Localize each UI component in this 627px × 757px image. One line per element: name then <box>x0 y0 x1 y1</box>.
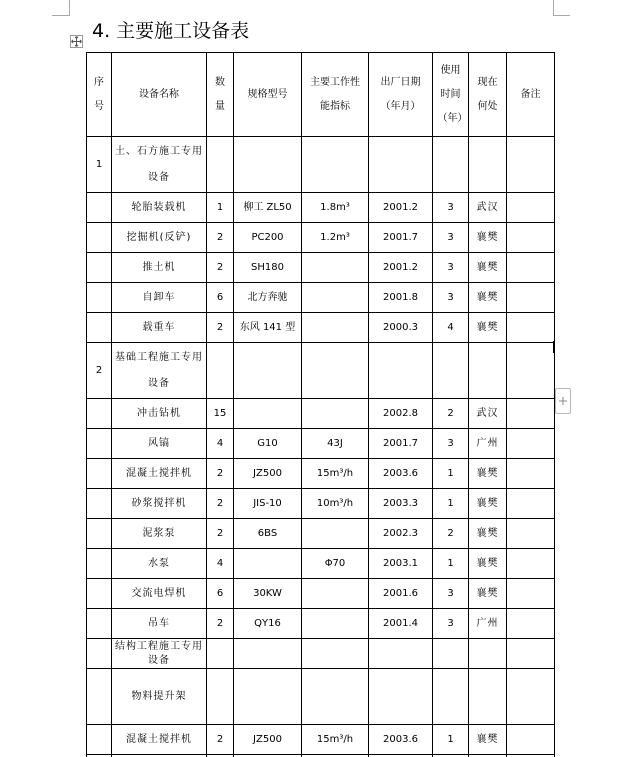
cell-qty: 2 <box>207 459 234 489</box>
cell-empty <box>433 669 469 725</box>
cell-name: 冲击钻机 <box>112 399 207 429</box>
table-row <box>87 193 555 223</box>
section-row <box>87 137 555 193</box>
header-perf: 主要工作性能指标 <box>302 53 369 137</box>
table-row <box>87 609 555 639</box>
cell-empty <box>369 669 433 725</box>
cell-perf: 15m³/h <box>302 725 369 755</box>
cell-seq <box>87 579 112 609</box>
table-row <box>87 253 555 283</box>
cell-qty: 2 <box>207 489 234 519</box>
cell-years: 1 <box>433 725 469 755</box>
cell-date: 2002.8 <box>369 399 433 429</box>
cell-name: 泥浆泵 <box>112 519 207 549</box>
cell-perf: 10m³/h <box>302 489 369 519</box>
cell-years: 3 <box>433 429 469 459</box>
cell-empty <box>369 343 433 399</box>
cell-perf <box>302 579 369 609</box>
cell-date: 2001.7 <box>369 429 433 459</box>
cell-model: 柳工 ZL50 <box>234 193 302 223</box>
crop-mark-right-horizontal <box>553 15 570 16</box>
cell-perf <box>302 399 369 429</box>
table-row <box>87 459 555 489</box>
crop-mark-left-horizontal <box>52 15 69 16</box>
table-row <box>87 489 555 519</box>
table-row <box>87 223 555 253</box>
cell-empty <box>234 669 302 725</box>
cell-remarks <box>507 639 555 669</box>
cell-remarks <box>507 193 555 223</box>
cell-empty <box>469 137 507 193</box>
table-header-row <box>87 53 555 137</box>
table-row <box>87 725 555 755</box>
cell-model: JZ500 <box>234 725 302 755</box>
header-qty: 数量 <box>207 53 234 137</box>
cell-empty <box>507 669 555 725</box>
cell-perf: 1.2m³ <box>302 223 369 253</box>
header-remarks: 备注 <box>507 53 555 137</box>
header-date: 出厂日期（年月） <box>369 53 433 137</box>
move-arrows-icon <box>71 36 82 47</box>
cell-empty <box>469 669 507 725</box>
cell-name: 砂浆搅拌机 <box>112 489 207 519</box>
cell-empty <box>207 137 234 193</box>
cell-seq <box>87 313 112 343</box>
cell-date: 2003.1 <box>369 549 433 579</box>
plus-icon <box>556 389 570 413</box>
cell-model: QY16 <box>234 609 302 639</box>
cell-seq <box>87 639 112 669</box>
cell-section-name: 物料提升架 <box>112 669 207 725</box>
cell-location: 襄樊 <box>469 725 507 755</box>
cell-date: 2000.3 <box>369 313 433 343</box>
section-heading: 4. 主要施工设备表 <box>92 20 250 42</box>
cell-qty: 2 <box>207 609 234 639</box>
cell-location: 武汉 <box>469 399 507 429</box>
cell-seq: 2 <box>87 343 112 399</box>
cell-date: 2003.6 <box>369 725 433 755</box>
cell-seq <box>87 489 112 519</box>
cell-years: 1 <box>433 459 469 489</box>
cell-perf <box>302 253 369 283</box>
cell-date: 2001.7 <box>369 223 433 253</box>
cell-empty <box>507 343 555 399</box>
cell-perf: 15m³/h <box>302 459 369 489</box>
table-row <box>87 283 555 313</box>
cell-empty <box>369 137 433 193</box>
cell-date: 2001.8 <box>369 283 433 313</box>
cell-empty <box>207 343 234 399</box>
cell-years: 3 <box>433 579 469 609</box>
cell-date <box>369 639 433 669</box>
cell-name: 挖掘机(反铲) <box>112 223 207 253</box>
cell-empty <box>234 343 302 399</box>
cell-qty: 2 <box>207 253 234 283</box>
cell-seq <box>87 549 112 579</box>
cell-name: 自卸车 <box>112 283 207 313</box>
cell-seq <box>87 725 112 755</box>
cell-empty <box>302 343 369 399</box>
cell-date: 2002.3 <box>369 519 433 549</box>
cell-empty <box>302 669 369 725</box>
cell-name: 风镐 <box>112 429 207 459</box>
table-row <box>87 519 555 549</box>
cell-seq <box>87 429 112 459</box>
cell-location: 襄樊 <box>469 313 507 343</box>
cell-location: 襄樊 <box>469 223 507 253</box>
cell-qty: 4 <box>207 429 234 459</box>
cell-years: 3 <box>433 223 469 253</box>
cell-remarks <box>507 459 555 489</box>
cell-perf <box>302 283 369 313</box>
cell-date: 2001.2 <box>369 253 433 283</box>
cell-empty <box>433 343 469 399</box>
section-row <box>87 669 555 725</box>
cell-remarks <box>507 223 555 253</box>
cell-model: 北方奔驰 <box>234 283 302 313</box>
cell-perf: 1.8m³ <box>302 193 369 223</box>
cell-years: 2 <box>433 399 469 429</box>
cell-seq <box>87 399 112 429</box>
cell-section-name: 土、石方施工专用设备 <box>112 137 207 193</box>
cell-location: 襄樊 <box>469 283 507 313</box>
cell-name: 吊车 <box>112 609 207 639</box>
cell-location: 广州 <box>469 429 507 459</box>
section-row <box>87 343 555 399</box>
cell-name: 结构工程施工专用设备 <box>112 639 207 669</box>
cell-years: 3 <box>433 609 469 639</box>
cell-seq: 1 <box>87 137 112 193</box>
cell-remarks <box>507 283 555 313</box>
cell-qty: 6 <box>207 579 234 609</box>
cell-model: G10 <box>234 429 302 459</box>
cell-model: 30KW <box>234 579 302 609</box>
cell-name: 水泵 <box>112 549 207 579</box>
cell-remarks <box>507 609 555 639</box>
cell-empty <box>469 343 507 399</box>
header-location: 现在何处 <box>469 53 507 137</box>
cell-years: 1 <box>433 489 469 519</box>
crop-mark-right <box>553 0 554 16</box>
cell-date: 2001.4 <box>369 609 433 639</box>
cell-remarks <box>507 429 555 459</box>
table-row <box>87 429 555 459</box>
cell-remarks <box>507 399 555 429</box>
cell-qty: 15 <box>207 399 234 429</box>
cell-location: 襄樊 <box>469 253 507 283</box>
cell-remarks <box>507 253 555 283</box>
cell-qty: 2 <box>207 725 234 755</box>
cell-name: 推土机 <box>112 253 207 283</box>
cell-model: 东风 141 型 <box>234 313 302 343</box>
cell-location: 武汉 <box>469 193 507 223</box>
table-move-handle[interactable] <box>70 35 83 48</box>
cell-date: 2003.6 <box>369 459 433 489</box>
cell-date: 2001.6 <box>369 579 433 609</box>
cell-remarks <box>507 549 555 579</box>
cell-qty <box>207 639 234 669</box>
cell-seq <box>87 223 112 253</box>
cell-remarks <box>507 579 555 609</box>
table-row <box>87 579 555 609</box>
cell-years: 3 <box>433 193 469 223</box>
table-row <box>87 399 555 429</box>
cell-name: 载重车 <box>112 313 207 343</box>
cell-perf: Φ70 <box>302 549 369 579</box>
cell-model: SH180 <box>234 253 302 283</box>
cell-seq <box>87 669 112 725</box>
cell-model <box>234 399 302 429</box>
header-model: 规格型号 <box>234 53 302 137</box>
equipment-table <box>86 52 555 757</box>
cell-qty: 1 <box>207 193 234 223</box>
cell-name: 交流电焊机 <box>112 579 207 609</box>
cell-years: 4 <box>433 313 469 343</box>
cell-perf <box>302 609 369 639</box>
cell-name: 混凝土搅拌机 <box>112 725 207 755</box>
cell-seq <box>87 459 112 489</box>
cell-years: 3 <box>433 253 469 283</box>
cell-perf: 43J <box>302 429 369 459</box>
cell-date: 2001.2 <box>369 193 433 223</box>
cell-qty: 6 <box>207 283 234 313</box>
cell-empty <box>234 137 302 193</box>
cell-years: 1 <box>433 549 469 579</box>
cell-seq <box>87 519 112 549</box>
cell-remarks <box>507 313 555 343</box>
cell-remarks <box>507 725 555 755</box>
cell-date: 2003.3 <box>369 489 433 519</box>
cell-years <box>433 639 469 669</box>
add-row-button[interactable] <box>555 388 571 414</box>
cell-seq <box>87 609 112 639</box>
cell-section-name: 基础工程施工专用设备 <box>112 343 207 399</box>
cell-location: 广州 <box>469 609 507 639</box>
cell-qty: 2 <box>207 519 234 549</box>
header-seq: 序号 <box>87 53 112 137</box>
cell-location: 襄樊 <box>469 489 507 519</box>
cell-location: 襄樊 <box>469 549 507 579</box>
cell-model <box>234 549 302 579</box>
crop-mark-left <box>69 0 70 16</box>
cell-years: 3 <box>433 283 469 313</box>
cell-model: 6BS <box>234 519 302 549</box>
cell-qty: 4 <box>207 549 234 579</box>
table-row <box>87 313 555 343</box>
cell-model: JZ500 <box>234 459 302 489</box>
cell-empty <box>302 137 369 193</box>
cell-location: 襄樊 <box>469 459 507 489</box>
cell-location <box>469 639 507 669</box>
cell-qty: 2 <box>207 313 234 343</box>
cell-model: JIS-10 <box>234 489 302 519</box>
cell-qty: 2 <box>207 223 234 253</box>
cell-location: 襄樊 <box>469 579 507 609</box>
cell-model: PC200 <box>234 223 302 253</box>
header-name: 设备名称 <box>112 53 207 137</box>
cell-seq <box>87 253 112 283</box>
cell-seq <box>87 193 112 223</box>
cell-name: 混凝土搅拌机 <box>112 459 207 489</box>
cell-seq <box>87 283 112 313</box>
cell-empty <box>507 137 555 193</box>
table-row <box>87 639 555 669</box>
cell-remarks <box>507 489 555 519</box>
cell-years: 2 <box>433 519 469 549</box>
table-row <box>87 549 555 579</box>
cell-empty <box>433 137 469 193</box>
cell-perf <box>302 639 369 669</box>
text-cursor <box>553 341 555 353</box>
cell-perf <box>302 313 369 343</box>
cell-perf <box>302 519 369 549</box>
cell-name: 轮胎装载机 <box>112 193 207 223</box>
cell-model <box>234 639 302 669</box>
cell-location: 襄樊 <box>469 519 507 549</box>
header-years: 使用时间（年） <box>433 53 469 137</box>
cell-remarks <box>507 519 555 549</box>
cell-empty <box>207 669 234 725</box>
